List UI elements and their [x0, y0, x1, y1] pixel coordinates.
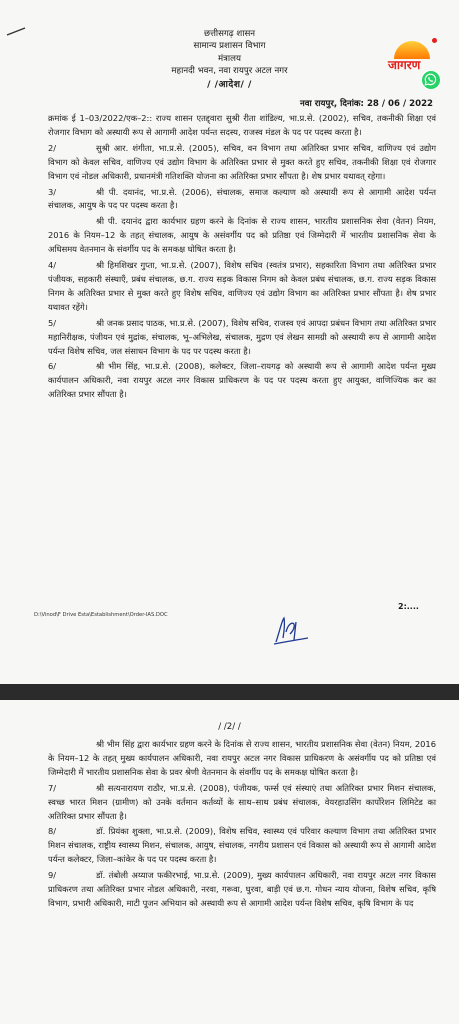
para-6b: श्री भीम सिंह द्वारा कार्यभार ग्रहण करने के दिनांक से राज्य शासन, भारतीय प्रशासनिक सेवा (वेतन) नियम, 2016 के नियम–12 के तहत् मुख्य कार्यपालन अधिकारी, नवा रायपुर अटल नगर विकास प्राधिकरण के असंवर्गीय पद को प्रतिष्ठा एवं जिम्मेदारी में भारतीय प्रशासनिक सेवा के प्रवर श्रेणी वेतनमान के संवर्गीय पद के समकक्ष घोषित करता है।: [48, 739, 436, 777]
para-5: [48, 317, 436, 359]
para-2: [48, 142, 436, 184]
header-ministry: मंत्रालय: [218, 53, 241, 64]
para-7-text: श्री सत्यनारायण राठौर, भा.प्र.से. (2008), पंजीयक, फर्म्स एवं संस्थाएं तथा अतिरिक्त प्रभार मिशन संचालक, स्वच्छ भारत मिशन (ग्रामीण) को उनके वर्तमान कर्तव्यों के साथ–साथ प्रबंध संचालक, वेयरहाउसिंग कार्पोरेशन लिमिटेड का अतिरिक्त प्रभार सौंपता है।: [48, 782, 436, 821]
signature-icon: [270, 612, 310, 646]
para-1: क्रमांक ई 1–03/2022/एक–2:: राज्य शासन एतद्द्वारा सुश्री रीता शांडिल्य, भा.प्र.से. (2002), सचिव, तकनीकी शिक्षा एवं रोजगार विभाग को अस्थायी रूप से आगामी आदेश पर्यन्त सदस्य, राजस्व मंडल के पद पर पदस्थ करता है।: [48, 113, 436, 137]
file-path: D:\Vinod\F Drive Esta\Establishment\Order-IAS.DOC: [34, 612, 168, 618]
para-3-text: श्री पी. दयानंद, भा.प्र.से. (2006), संचालक, समाज कल्याण को अस्थायी रूप से आगामी आदेश पर्यन्त संचालक, आयुष के पद पर पदस्थ करता है।: [48, 186, 436, 211]
para-9-text: डॉ. तंबोली अय्याज फकीरभाई, भा.प्र.से. (2009), मुख्य कार्यपालन अधिकारी, नवा रायपुर अटल नगर विकास प्राधिकरण तथा अतिरिक्त प्रभार नोडल अधिकारी, नरवा, गरूवा, घुरवा, बाड़ी एवं छ.ग. गोधन न्याय योजना, विशेष सचिव, कृषि विभाग, प्रभारी अधिकारी, माटी पूजन अभियान को अस्थायी रूप से आगामी आदेश पर्यन्त विशेष सचिव, कृषि विभाग के पद: [48, 870, 436, 908]
para-2-num: 2/: [48, 142, 57, 153]
para-6-num: 6/: [48, 361, 57, 372]
para-9-num: 9/: [48, 870, 57, 881]
para-6-text: श्री भीम सिंह, भा.प्र.से. (2008), कलेक्टर, जिला–रायगढ़ को अस्थायी रूप से आगामी आदेश पर्यन्त मुख्य कार्यपालन अधिकारी, नवा रायपुर अटल नगर विकास प्राधिकरण के पद पर पदस्थ करता हुए आयुक्त, वाणिज्यिक कर का अतिरिक्त प्रभार सौंपता है।: [48, 361, 436, 400]
header-department: सामान्य प्रशासन विभाग: [193, 41, 266, 52]
header-state: छत्तीसगढ़ शासन: [203, 29, 256, 39]
order-heading: / /आदेश/ /: [207, 78, 252, 90]
whatsapp-icon[interactable]: [421, 70, 441, 90]
next-page-marker: 2:....: [398, 602, 419, 611]
para-2-text: सुश्री आर. शंगीता, भा.प्र.से. (2005), सचिव, वन विभाग तथा अतिरिक्त प्रभार सचिव, वाणिज्य एवं उद्योग विभाग को केवल सचिव, वाणिज्य एवं उद्योग विभाग के अतिरिक्त प्रभार से मुक्त करते हुए सचिव, तकनीकी शिक्षा एवं रोजगार विभाग एवं नोडल अधिकारी, प्रधानमंत्री गतिशक्ति योजना का अतिरिक्त प्रभार सौंपता है। शेष प्रभार यथावत् रहेगा।: [48, 142, 436, 181]
para-4: [48, 259, 436, 315]
para-7-num: 7/: [48, 782, 57, 793]
order-body-page-1: [48, 112, 436, 402]
para-3: [48, 186, 436, 214]
para-4-num: 4/: [48, 260, 57, 271]
header-address: महानदी भवन, नवा रायपुर अटल नगर: [171, 66, 288, 77]
para-8-num: 8/: [48, 826, 57, 837]
pen-mark: [6, 26, 26, 36]
para-9: [48, 869, 436, 911]
order-body-page-2: [48, 738, 436, 911]
para-4-text: श्री हिमशिखर गुप्ता, भा.प्र.से. (2007), विशेष सचिव (स्वतंत्र प्रभार), सहकारिता विभाग तथा अतिरिक्त प्रभार पंजीयक, सहकारी संस्थाएँ, प्रबंध संचालक, छ.ग. राज्य सड़क विकास निगम को केवल प्रबंध संचालक, छ.ग. राज्य सड़क विकास निगम के अतिरिक्त प्रभार से मुक्त करते हुए विशेष सचिव, वाणिज्य एवं उद्योग विभाग का अतिरिक्त प्रभार सौंपता है। शेष प्रभार यथावत रहेंगे।: [48, 260, 436, 312]
para-8-text: डॉ. प्रियंका शुक्ला, भा.प्र.से. (2009), विशेष सचिव, स्वास्थ्य एवं परिवार कल्याण विभाग तथा अतिरिक्त प्रभार मिशन संचालक, राष्ट्रीय स्वास्थ्य मिशन, संचालक, आयुष, संचालक, नगरीय प्रशासन एवं विकास को अस्थायी रूप से आगामी आदेश पर्यन्त कलेक्टर, जिला–कांकेर के पद पर पदस्थ करता है।: [48, 826, 436, 865]
logo-text: जागरण: [388, 58, 421, 72]
para-5-num: 5/: [48, 317, 57, 328]
para-8: [48, 825, 436, 867]
para-7: [48, 782, 436, 824]
para-5-text: श्री जनक प्रसाद पाठक, भा.प्र.से. (2007), विशेष सचिव, राजस्व एवं आपदा प्रबंधन विभाग तथा अतिरिक्त प्रभार महानिरीक्षक, पंजीयन एवं मुद्रांक, संचालक, भू–अभिलेख, संचालक, मुद्रण एवं लेखन सामग्री को अस्थायी रूप से आगामी आदेश पर्यन्त विशेष सचिव, जल संसाधन विभाग के पद पर पदस्थ करता है।: [48, 317, 436, 356]
order-date: नवा रायपुर, दिनांक: 28 / 06 / 2022: [300, 99, 434, 109]
page-gap: [0, 684, 459, 700]
page-2-number: / /2/ /: [218, 722, 241, 732]
para-3-num: 3/: [48, 186, 57, 197]
para-6: [48, 360, 436, 402]
para-3b: श्री पी. दयानंद द्वारा कार्यभार ग्रहण करने के दिनांक से राज्य शासन, भारतीय प्रशासनिक सेवा (वेतन) नियम, 2016 के नियम–12 के तहत् संचालक, आयुष के असंवर्गीय पद को प्रतिष्ठा एवं जिम्मेदारी में भारतीय प्रशासनिक सेवा के अधिसमय वेतनमान के संवर्गीय पद के समकक्ष घोषित करता है।: [48, 216, 436, 255]
